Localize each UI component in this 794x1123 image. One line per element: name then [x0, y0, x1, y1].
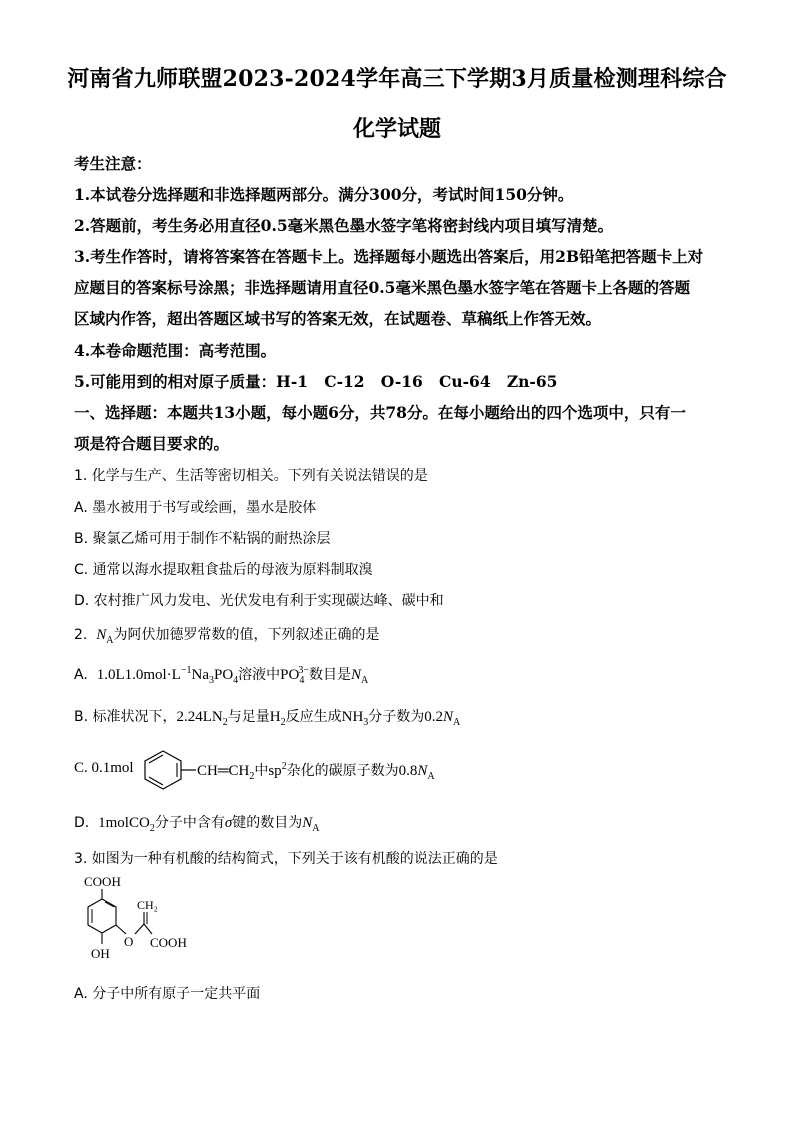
question-2-option-c-text: $CH═CH_2$中$sp^2$杂化的碳原子数为$0.8N_A$	[197, 761, 435, 782]
question-1-option-b: B. 聚氯乙烯可用于制作不粘锅的耐热涂层	[74, 531, 331, 547]
label-o: O	[124, 934, 134, 949]
label-oh: OH	[91, 946, 110, 961]
page-subtitle: 化学试题	[352, 116, 441, 142]
question-2-option-a: A. $1.0L1.0mol\cdot L^{-1}Na_3PO_4$溶液中$PO_4^{3-}$数目是$N_A$	[74, 665, 369, 686]
question-2-option-d: D. 1molCO$_2$分子中含有σ键的数目为$N_A$	[74, 815, 320, 834]
label-ch2: CH₂	[137, 898, 158, 912]
notice-item-5: 5.可能用到的相对原子质量：H-1 C-12 O-16 Cu-64 Zn-65	[74, 372, 558, 391]
question-2-stem: 2. $N_A$为阿伏加德罗常数的值，下列叙述正确的是	[74, 627, 380, 646]
question-1-option-d: D. 农村推广风力发电、光伏发电有利于实现碳达峰、碳中和	[74, 593, 444, 609]
notice-item-1: 1.本试卷分选择题和非选择题两部分。满分300分，考试时间150分钟。	[74, 185, 574, 204]
notice-item-3: 3.考生作答时，请将答案答在答题卡上。选择题每小题选出答案后，用2B铅笔把答题卡上对	[74, 247, 704, 266]
question-3-option-a: A. 分子中所有原子一定共平面	[74, 986, 261, 1002]
question-1-option-a: A. 墨水被用于书写或绘画，墨水是胶体	[74, 500, 317, 516]
organic-acid-structure	[74, 872, 204, 968]
question-2-option-c: C. 0.1mol	[74, 760, 134, 776]
question-2-option-b: B. 标准状况下，$2.24LN_2$与足量$H_2$反应生成$NH_3$分子数为$0.2N_A$	[74, 709, 461, 728]
notice-item-4: 4.本卷命题范围：高考范围。	[74, 341, 277, 360]
notice-item-2: 2.答题前，考生务必用直径0.5毫米黑色墨水签字笔将密封线内项目填写清楚。	[74, 216, 614, 235]
question-1-stem: 1. 化学与生产、生活等密切相关。下列有关说法错误的是	[74, 468, 428, 484]
label-cooh-side: COOH	[150, 935, 187, 950]
section-heading: 一、选择题：本题共13小题，每小题6分，共78分。在每小题给出的四个选项中，只有一	[74, 403, 686, 422]
section-heading-cont: 项是符合题目要求的。	[74, 434, 230, 453]
notice-item-3-cont-2: 区域内作答，超出答题区域书写的答案无效，在试题卷、草稿纸上作答无效。	[74, 309, 602, 328]
question-1-option-c: C. 通常以海水提取粗食盐后的母液为原料制取溴	[74, 562, 373, 578]
notice-heading: 考生注意：	[74, 154, 152, 173]
label-cooh-top: COOH	[84, 874, 121, 889]
notice-item-3-cont-1: 应题目的答案标号涂黑；非选择题请用直径0.5毫米黑色墨水签字笔在答题卡上各题的答题	[74, 278, 690, 297]
question-3-stem: 3. 如图为一种有机酸的结构简式，下列关于该有机酸的说法正确的是	[74, 851, 498, 867]
page-title: 河南省九师联盟2023-2024学年高三下学期3月质量检测理科综合	[67, 66, 727, 92]
benzene-ring-structure	[128, 748, 198, 790]
